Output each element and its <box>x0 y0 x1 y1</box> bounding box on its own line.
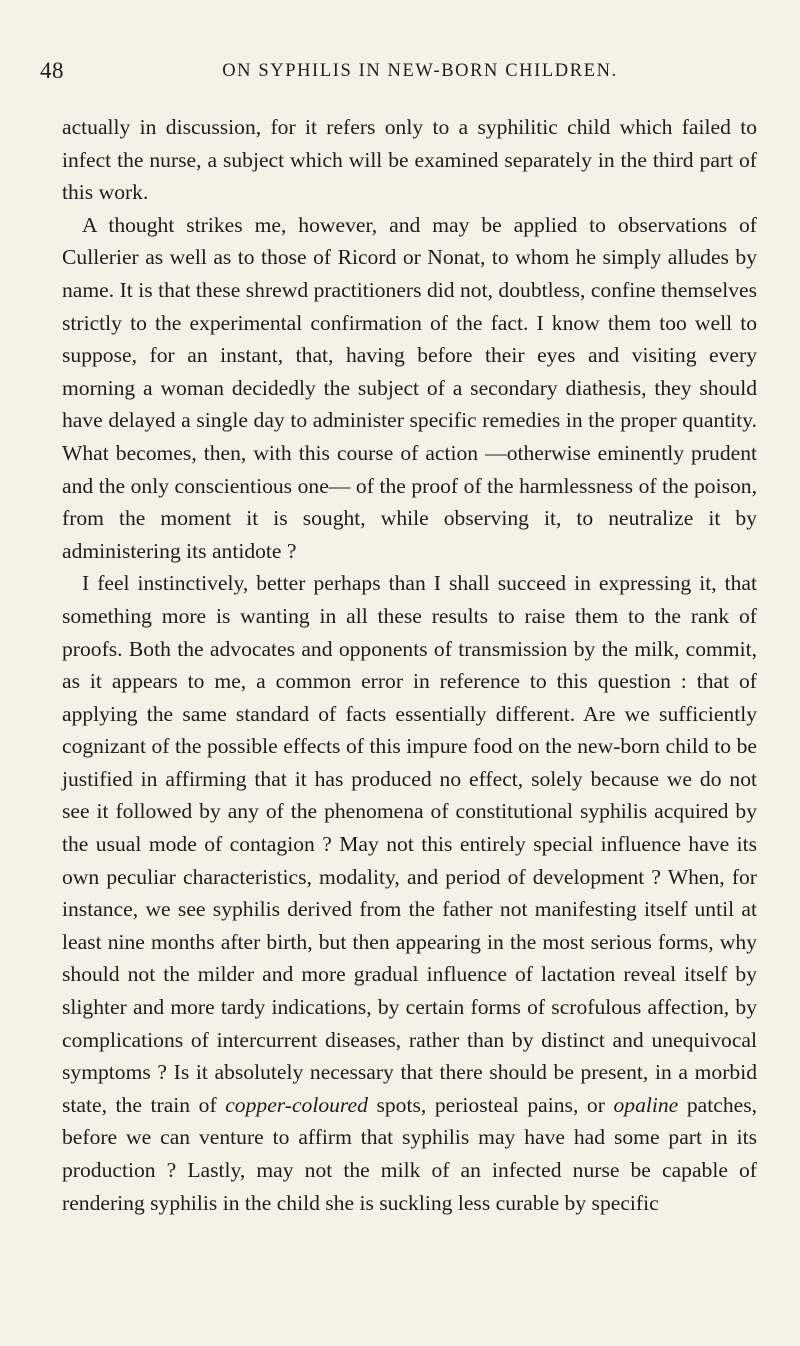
page-number: 48 <box>40 58 64 83</box>
paragraph-text: A thought strikes me, however, and may be applied to observations of Cullerier as well as to those of Ricord or Nonat, to whom he simply alludes by name. It is that these shrewd practitioners did not, doubtless, confine themselves strictly to the experimental confirmation of the fact. I know them too well to suppose, for an instant, that, having before their eyes and visiting every morning a woman decidedly the subject of a secondary diathesis, they should have delayed a single day to administer specific remedies in the proper quantity. What becomes, then, with this course of action —otherwise eminently prudent and the only conscientious one— of the proof of the harmlessness of the poison, from the moment it is sought, while observing it, to neutralize it by administering its antidote ? <box>62 212 757 563</box>
paragraph-text: patches, before we can venture to affirm that syphilis may have had some part in its production ? Lastly, may not the milk of an infected nurse be capable of rendering syphilis in the child she is suckling less curable by specific <box>62 1092 758 1215</box>
italic-term-opaline: opaline <box>613 1092 679 1117</box>
page-header <box>40 58 760 88</box>
paragraph-cullerier-observations <box>62 209 757 568</box>
italic-term-copper-coloured: copper-coloured <box>225 1092 368 1117</box>
running-title: ON SYPHILIS IN NEW-BORN CHILDREN. <box>222 61 618 81</box>
paragraph-continuation <box>62 111 757 209</box>
paragraph-text: I feel instinctively, better perhaps than I shall succeed in expressing it, that something more is wanting in all these results to raise them to the rank of proofs. Both the advocates and opponents of transmission by the milk, commit, as it appears to me, a common error in reference to this question : that of applying the same standard of facts essentially different. Are we sufficiently cognizant of the possible effects of this impure food on the new-born child to be justified in affirming that it has produced no effect, solely because we do not see it followed by any of the phenomena of constitutional syphilis acquired by the usual mode of contagion ? May not this entirely special influence have its own peculiar characteristics, modality, and period of development ? When, for instance, we see syphilis derived from the father not manifesting itself until at least nine months after birth, but then appearing in the most serious forms, why should not the milder and more gradual influence of lactation reveal itself by slighter and more tardy indications, by certain forms of scrofulous affection, by complications of intercurrent diseases, rather than by distinct and unequivocal symptoms ? Is it absolutely necessary that there should be present, in a morbid state, the train of <box>62 571 757 1117</box>
paragraph-text: actually in discussion, for it refers only to a syphilitic child which failed to infect the nurse, a subject which will be examined separately in the third part of this work. <box>62 115 757 205</box>
paragraph-text: spots, periosteal pains, or <box>367 1092 614 1117</box>
body-text <box>62 111 757 1219</box>
paragraph-proofs-argument <box>62 567 757 1219</box>
